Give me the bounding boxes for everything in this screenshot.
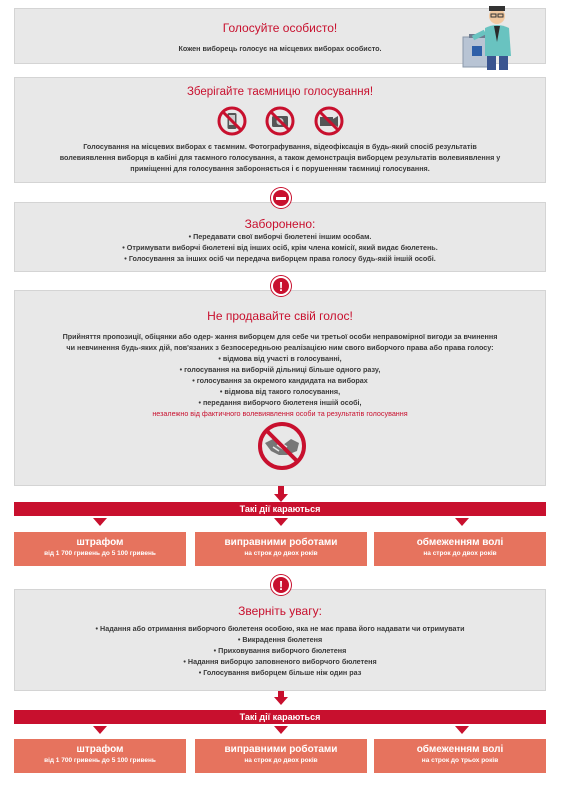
penalty-title: штрафом — [76, 537, 124, 548]
list-item: • Приховування виборчого бюлетеня — [15, 645, 545, 656]
list-item: • Голосування за інших осіб чи передача виборцем права голосу будь-якій іншій особі. — [15, 253, 545, 264]
penalty-sub: на строк до двох років — [244, 550, 318, 557]
section-title: Не продавайте свій голос! — [207, 309, 353, 323]
note-text: незалежно від фактичного волевиявлення особи та результатів голосування — [152, 409, 408, 418]
voter-figure-icon — [455, 2, 520, 72]
penalty-sub: на строк до двох років — [244, 757, 318, 764]
penalty-title: обмеженням волі — [416, 744, 504, 755]
section-title: Зберігайте таємницю голосування! — [186, 86, 374, 98]
arrow-down-icon — [93, 518, 107, 526]
list-item: • передання виборчого бюлетеня іншій особі, — [15, 397, 545, 408]
penalty-sub: на строк до двох років — [423, 550, 497, 557]
no-handshake-icon — [257, 421, 307, 471]
list-item: • Надання виборцю заповненого виборчого бюлетеня — [15, 656, 545, 667]
penalty-restriction — [374, 532, 546, 566]
list-item: • Надання або отримання виборчого бюлетеня особою, яка не має права його надавати чи отримувати — [15, 623, 545, 634]
arrow-down-icon — [274, 518, 288, 526]
penalty-title: штрафом — [76, 744, 124, 755]
penalty-sub: від 1 700 гривень до 5 100 гривень — [44, 757, 156, 764]
section-text-line: чи невчинення будь-яких дій, пов'язаних з безпосередньою реалізацією ним свого виборчого права або права голосу: — [66, 343, 494, 352]
list-item: • відмова від такого голосування, — [15, 386, 545, 397]
arrow-down-icon — [274, 697, 288, 705]
penalty-sub: на строк до трьох років — [421, 757, 499, 764]
list-item: • Викрадення бюлетеня — [15, 634, 545, 645]
penalty-correctional-work — [195, 739, 367, 773]
list-item: • голосування на виборчій дільниці більше одного разу, — [15, 364, 545, 375]
list-item: • відмова від участі в голосуванні, — [15, 353, 545, 364]
minus-icon — [271, 188, 291, 208]
section-text-line: Голосування на місцевих виборах є таємним. Фотографування, відеофіксація в будь-який спосіб результатів — [83, 142, 477, 151]
section-text: Кожен виборець голосує на місцевих виборах особисто. — [178, 44, 382, 53]
penalty-fine — [14, 532, 186, 566]
list-item: • Передавати свої виборчі бюлетені іншим особам. — [15, 231, 545, 242]
no-phone-icon — [217, 106, 247, 136]
list-item: • Отримувати виборчі бюлетені від інших осіб, крім члена комісії, який видає бюлетень. — [15, 242, 545, 253]
penalty-title: виправними роботами — [224, 537, 338, 548]
penalty-banner: Такі дії караються — [14, 502, 546, 516]
exclamation-icon: ! — [271, 276, 291, 296]
arrow-down-icon — [274, 726, 288, 734]
section-title: Голосуйте особисто! — [222, 21, 338, 35]
arrow-down-icon — [455, 726, 469, 734]
penalty-correctional-work — [195, 532, 367, 566]
penalty-title: обмеженням волі — [416, 537, 504, 548]
penalty-restriction — [374, 739, 546, 773]
no-camera-icon — [265, 106, 295, 136]
penalty-sub: від 1 700 гривень до 5 100 гривень — [44, 550, 156, 557]
prohibited-section — [14, 202, 546, 272]
list-item: • голосування за окремого кандидата на виборах — [15, 375, 545, 386]
no-video-camera-icon — [314, 106, 344, 136]
section-text-line: волевиявлення виборця в кабіні для таємного голосування, а також демонстрація виборцем результатів волевиявлення у — [59, 153, 501, 162]
section-title: Зверніть увагу: — [238, 604, 322, 618]
penalty-banner: Такі дії караються — [14, 710, 546, 724]
list-item: • Голосування виборцем більше ніж один раз — [15, 667, 545, 678]
arrow-down-icon — [455, 518, 469, 526]
section-text-line: приміщенні для голосування забороняється і є порушенням таємниці голосування. — [130, 164, 430, 173]
section-text-line: Прийняття пропозиції, обіцянки або одер- жання виборцем для себе чи третьої особи неправомірної вигоди за вчинення — [62, 332, 498, 341]
penalty-title: виправними роботами — [224, 744, 338, 755]
penalty-fine — [14, 739, 186, 773]
attention-section — [14, 589, 546, 691]
section-title: Заборонено: — [244, 217, 316, 231]
arrow-down-icon — [93, 726, 107, 734]
arrow-down-icon — [274, 494, 288, 502]
exclamation-icon: ! — [271, 575, 291, 595]
